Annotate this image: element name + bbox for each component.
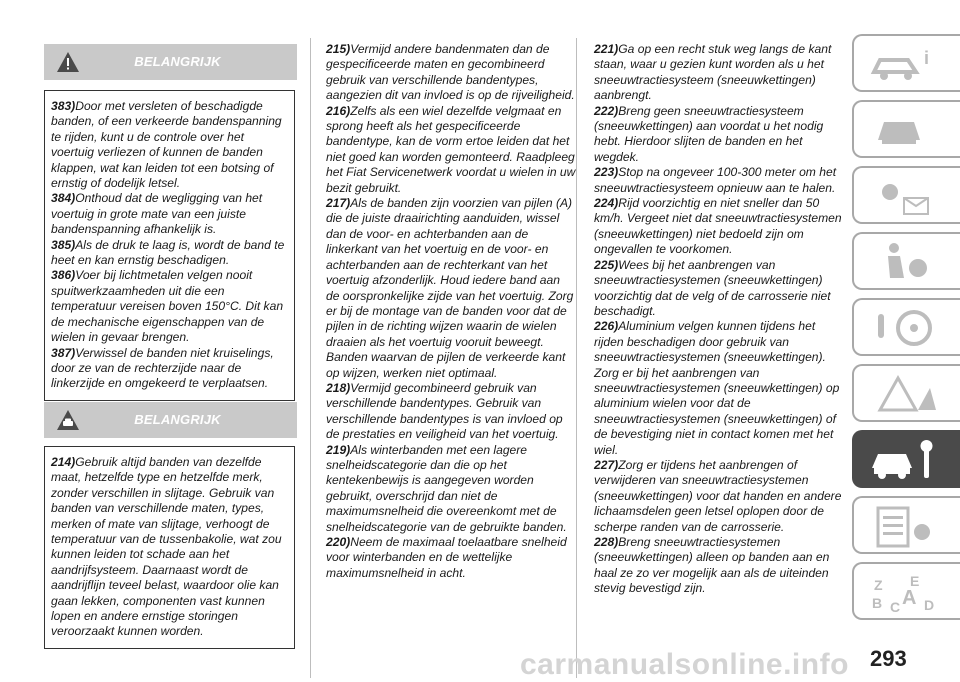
warning-box-1	[44, 90, 295, 401]
tab-specifications[interactable]	[852, 496, 960, 554]
note-number: 216)	[326, 103, 351, 118]
note-text: Wees bij het aanbrengen van sneeuwtractiesystemen (sneeuwkettingen) voorzichtig dat de velg of de carrosserie niet beschadigt.	[594, 257, 831, 318]
tab-dashboard[interactable]	[852, 100, 960, 158]
warning-title: BELANGRIJK	[134, 412, 221, 427]
note-text: Als winterbanden met een lagere snelheidscategorie dan die op het kentekenbewijs is aangegeven worden gebruikt, overschrijd dan niet de maximumsnelheid die overeenkomt met de snelheidscategorie van de gebruikte banden.	[326, 442, 567, 534]
note-number: 215)	[326, 42, 351, 56]
note-text: Vermijd andere bandenmaten dan de gespecificeerde maten en gecombineerd gebruik van verschillende bandentypes, aangezien dit van invloed is op de rijveiligheid.	[326, 42, 575, 103]
note-item	[51, 99, 288, 191]
svg-text:A: A	[902, 587, 917, 609]
note-number: 226)	[594, 319, 619, 334]
note-number: 225)	[594, 257, 619, 272]
note-text: Gebruik altijd banden van dezelfde maat, hetzelfde type en hetzelfde merk, zonder verschillen in slijtage. Gebruik van banden van verschillende maten, types, merken of mate van slijtage, verhoogt de temperatuur van de tussenbakolie, wat zou kunnen leiden tot schade aan het aandrijfsysteem. Daarnaast wordt de aandrijflijn teveel belast, waardoor olie kan gaan lekken, componenten vast kunnen lopen en andere ernstige storingen veroorzaakt kunnen worden.	[51, 455, 282, 639]
note-number: 220)	[326, 535, 351, 549]
specifications-icon	[868, 504, 944, 548]
note-number: 222)	[594, 103, 619, 118]
svg-text:B: B	[872, 595, 883, 611]
steering-wheel-icon	[868, 306, 944, 350]
note-item	[51, 238, 288, 269]
note-text: Door met versleten of beschadigde banden, of een verkeerde bandenspanning te rijden, kunt u de controle over het voertuig verliezen of kunnen de banden klappen, wat kan leiden tot een botsing of ernstig of dodelijk letsel.	[51, 99, 282, 191]
svg-text:C: C	[890, 599, 901, 614]
note-item	[594, 535, 842, 597]
note-item	[326, 104, 576, 196]
warning-header-2	[44, 402, 297, 438]
note-text: Neem de maximaal toelaatbare snelheid voor winterbanden en de wettelijke maximumsnelheid in acht.	[326, 535, 567, 580]
note-text: Aluminium velgen kunnen tijdens het rijden beschadigen door gebruik van sneeuwtractiesystemen (sneeuwkettingen). Zorg er bij het aanbrengen van sneeuwtractiesystemen (sneeuwkettingen) op aluminium wielen voor dat de sneeuwtractiesystemen (sneeuwkettingen) of de bevestiging niet in contact komen met het wiel.	[594, 319, 840, 457]
note-text: Als de druk te laag is, wordt de band te heet en kan ernstig beschadigen.	[51, 237, 285, 268]
note-text: Zelfs als een wiel dezelfde velgmaat en sprong heeft als het gespecificeerde bandentype, kan de vorm ertoe leiden dat het niet goed kan worden gemonteerd. Raadpleeg het Fiat Servicenetwerk voordat u wielen in uw bezit gebruikt.	[326, 103, 576, 195]
svg-text:E: E	[910, 573, 920, 589]
svg-text:D: D	[924, 597, 935, 613]
tab-car-info[interactable]	[852, 34, 960, 92]
note-text: Breng geen sneeuwtractiesysteem (sneeuwkettingen) aan voordat u het nodig hebt. Hierdoor slijten de banden en het wegdek.	[594, 103, 824, 164]
note-text: Onthoud dat de wegligging van het voertuig in grote mate van een juiste bandenspanning afhankelijk is.	[51, 191, 263, 237]
warning-title: BELANGRIJK	[134, 54, 221, 69]
note-item	[326, 381, 576, 443]
note-item	[51, 346, 288, 392]
warning-box-2	[44, 446, 295, 649]
note-item	[51, 455, 288, 640]
note-number: 387)	[51, 345, 76, 360]
tab-warning-lights[interactable]	[852, 166, 960, 224]
svg-text:i: i	[924, 48, 930, 68]
note-item	[594, 319, 842, 458]
note-number: 217)	[326, 196, 351, 211]
page-number: 293	[870, 646, 907, 671]
emergency-icon	[868, 372, 944, 416]
note-number: 219)	[326, 442, 351, 457]
note-item	[594, 42, 842, 104]
tab-safety[interactable]	[852, 232, 960, 290]
note-number: 228)	[594, 535, 619, 549]
note-number: 227)	[594, 457, 619, 472]
note-item	[326, 196, 576, 381]
note-number: 214)	[51, 455, 76, 469]
note-item	[51, 191, 288, 237]
note-number: 386)	[51, 268, 76, 283]
note-text: Ga op een recht stuk weg langs de kant staan, waar u gezien kunt worden als u het sneeuwtractiesysteem (sneeuwkettingen) aanbrengt.	[594, 42, 832, 103]
note-number: 218)	[326, 380, 351, 395]
note-number: 223)	[594, 165, 619, 180]
note-text: Vermijd gecombineerd gebruik van verschillende bandentypes. Gebruik van verschillende bandentypes is van invloed op de prestaties en veiligheid van het voertuig.	[326, 380, 563, 442]
note-item	[594, 196, 842, 258]
index-icon	[868, 570, 944, 614]
column-divider	[310, 38, 311, 678]
tab-driving[interactable]	[852, 298, 960, 356]
note-number: 383)	[51, 99, 76, 113]
tab-index[interactable]	[852, 562, 960, 620]
text-column-3	[594, 42, 842, 597]
note-text: Breng sneeuwtractiesystemen (sneeuwkettingen) alleen op banden aan en haal ze zo ver mogelijk aan als de uiteinden stevig bevestigd zijn.	[594, 535, 830, 596]
note-text: Verwissel de banden niet kruiselings, door ze van de rechterzijde naar de linkerzijde en omgekeerd te verplaatsen.	[51, 345, 274, 391]
note-item	[594, 104, 842, 166]
note-item	[594, 458, 842, 535]
note-item	[326, 42, 576, 104]
note-number: 221)	[594, 42, 619, 56]
note-item	[594, 165, 842, 196]
car-dashboard-icon	[868, 108, 944, 152]
note-item	[326, 443, 576, 535]
warning-lights-icon	[868, 174, 944, 218]
watermark: carmanualsonline.info	[520, 648, 849, 681]
text-column-2	[326, 42, 576, 581]
note-item	[326, 535, 576, 581]
column-divider	[576, 38, 577, 678]
car-service-icon	[868, 438, 944, 482]
note-text: Zorg er tijdens het aanbrengen of verwijderen van sneeuwtractiesystemen (sneeuwkettingen) voor dat handen en andere lichaamsdelen geen letsel oplopen door de scherpe randen van de carrosserie.	[594, 457, 842, 534]
note-number: 384)	[51, 191, 76, 206]
note-number: 385)	[51, 237, 76, 252]
tab-emergency[interactable]	[852, 364, 960, 422]
seat-safety-icon	[868, 240, 944, 284]
tab-service[interactable]	[852, 430, 960, 488]
note-item	[594, 258, 842, 320]
note-text: Stop na ongeveer 100-300 meter om het sneeuwtractiesysteem opnieuw aan te halen.	[594, 165, 837, 195]
warning-header-1	[44, 44, 297, 80]
svg-text:Z: Z	[874, 577, 883, 593]
note-text: Rijd voorzichtig en niet sneller dan 50 km/h. Vergeet niet dat sneeuwtractiesystemen (sneeuwkettingen) niet bedoeld zijn om ongevallen te voorkomen.	[594, 196, 842, 257]
note-item	[51, 268, 288, 345]
car-info-icon	[868, 42, 944, 86]
note-text: Als de banden zijn voorzien van pijlen (A) die de juiste draairichting aanduiden, wissel dan de voor- en achterbanden aan de linkerkant van het voertuig en de voor- en achterbanden aan de rechterkant van het voertuig afzonderlijk. Houd iedere band aan de oorspronkelijke zijde van het voertuig. Zorg er bij de montage van de banden voor dat de pijlen in de richting wijzen waarin de wielen draaien als het voertuig vooruit beweegt. Banden waarvan de pijlen de verkeerde kant op wijzen, werken niet optimaal.	[326, 196, 574, 380]
note-number: 224)	[594, 196, 619, 211]
note-text: Voer bij lichtmetalen velgen nooit spuitwerkzaamheden uit die een temperatuur vereisen boven 150°C. Dit kan de mechanische eigenschappen van de wielen in gevaar brengen.	[51, 268, 284, 345]
